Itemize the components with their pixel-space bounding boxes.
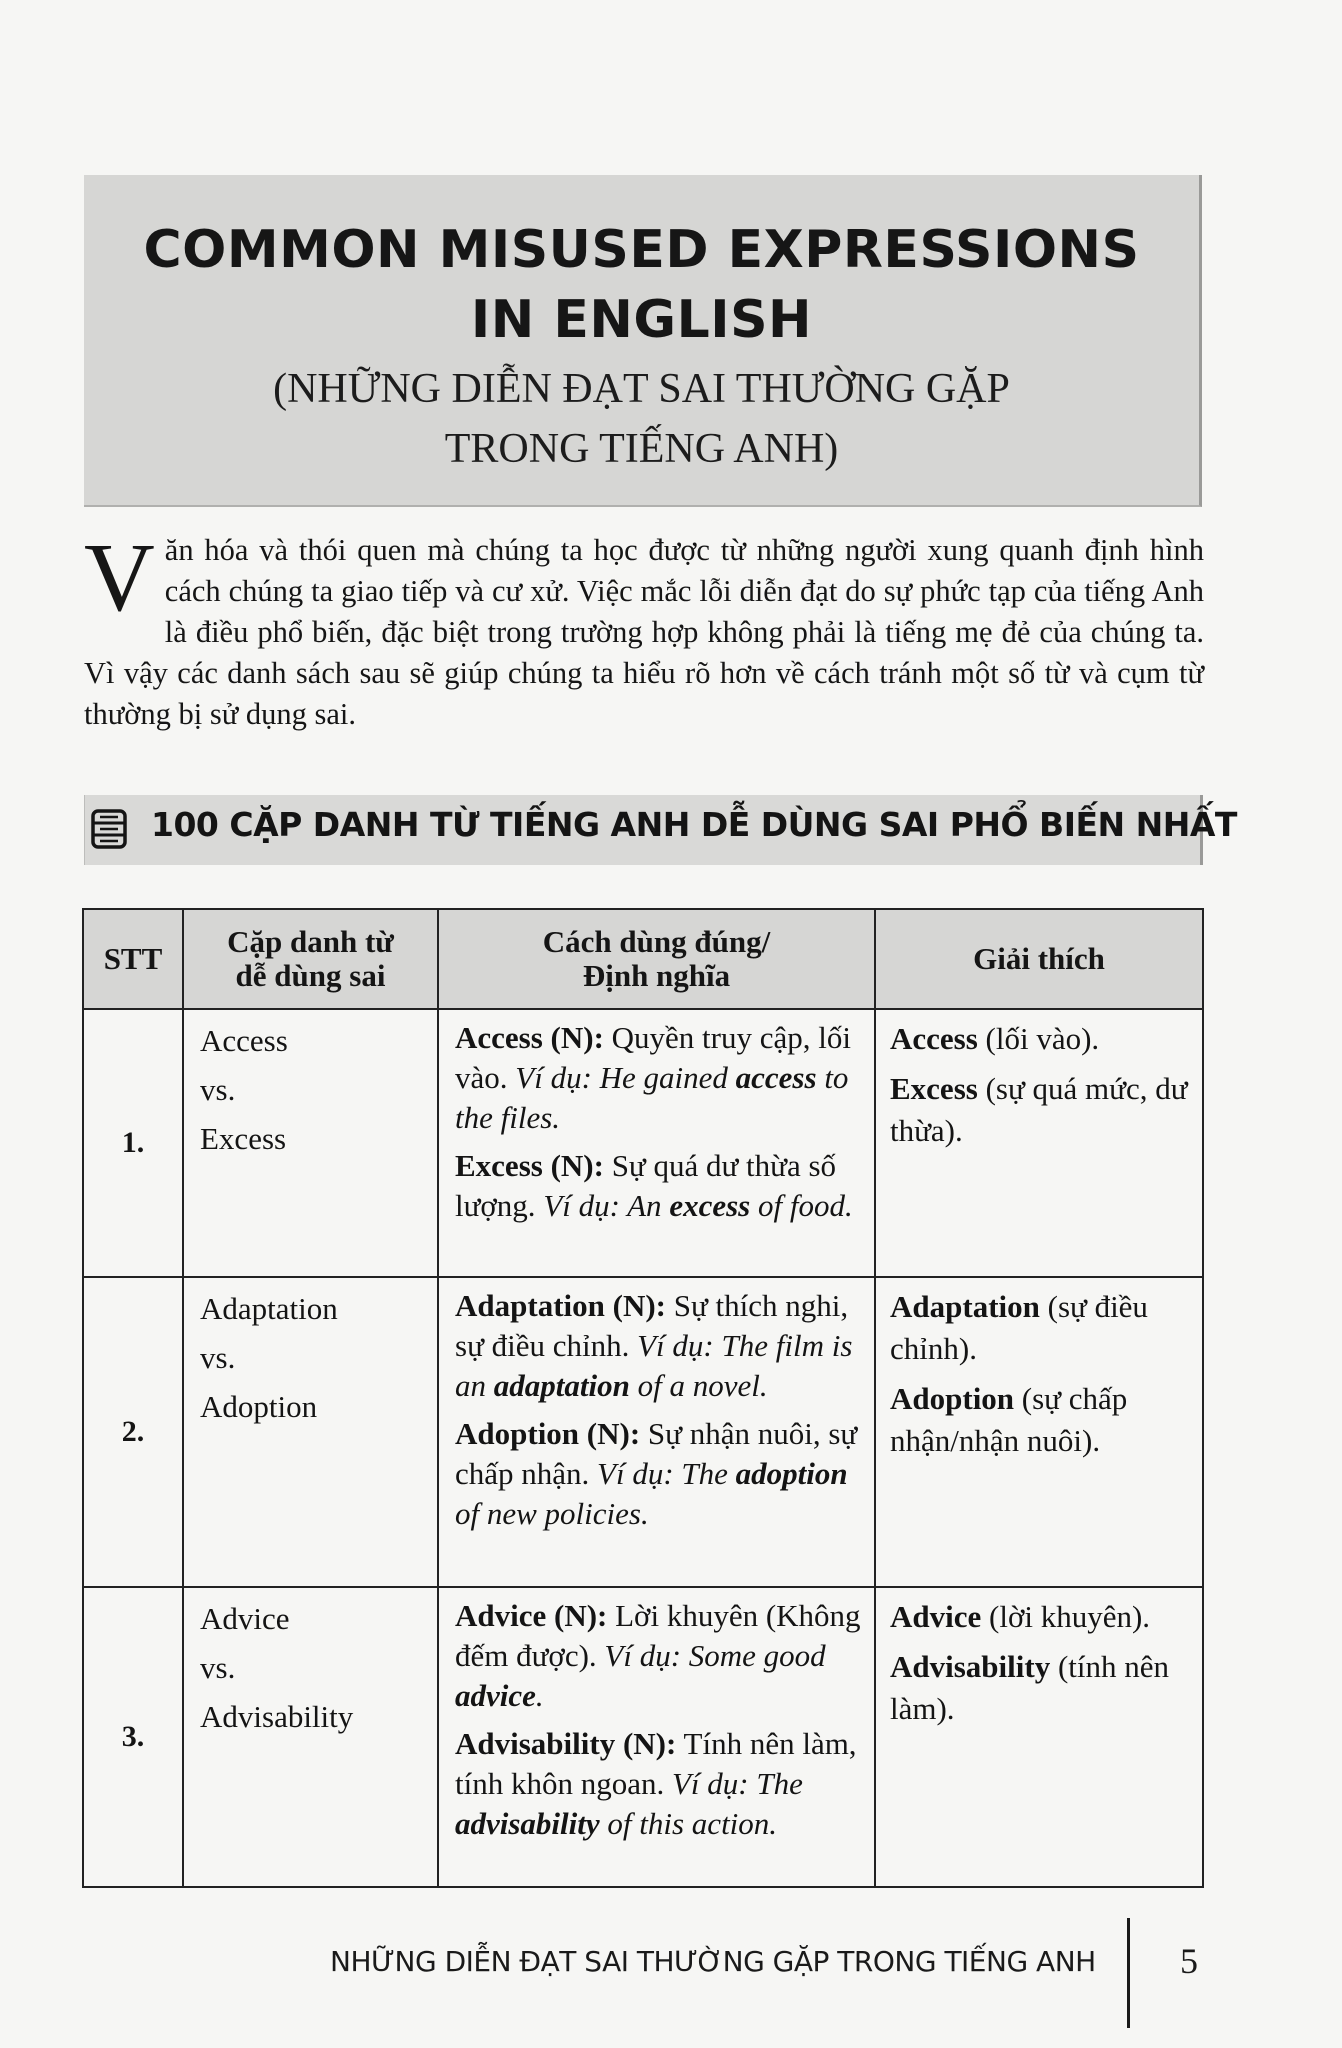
explanation-1 bbox=[890, 1286, 1192, 1370]
row-number: 1. bbox=[83, 1009, 183, 1277]
word-1: Advice bbox=[200, 1601, 290, 1636]
header-pair-line2: dễ dùng sai bbox=[235, 958, 386, 993]
table-header-row bbox=[83, 909, 1203, 1009]
example-suffix: . bbox=[535, 1678, 544, 1713]
definition-2 bbox=[455, 1146, 864, 1226]
example-keyword: adoption bbox=[735, 1456, 848, 1491]
definition-1 bbox=[455, 1596, 864, 1716]
misused-nouns-table bbox=[82, 908, 1204, 1888]
definition-term: Adaptation (N): bbox=[455, 1288, 666, 1323]
definition-cell bbox=[438, 1587, 875, 1887]
explanation-term: Advisability bbox=[890, 1649, 1051, 1684]
explanation-term: Adoption bbox=[890, 1381, 1015, 1416]
header-explain: Giải thích bbox=[875, 909, 1203, 1009]
vs-label: vs. bbox=[200, 1650, 236, 1685]
example-suffix: of this action. bbox=[599, 1806, 778, 1841]
table-row bbox=[83, 1009, 1203, 1277]
explanation-1 bbox=[890, 1018, 1192, 1060]
definition-text: Quyền truy cập, lối vào. bbox=[455, 1020, 851, 1095]
explanation-text: (tính nên làm). bbox=[890, 1649, 1170, 1726]
word-pair bbox=[183, 1009, 438, 1277]
intro-text: ăn hóa và thói quen mà chúng ta học được từ những người xung quanh định hình cách chúng ta giao tiếp và cư xử. Việc mắc lỗi diễn đạt do sự phức tạp của tiếng Anh là điều phổ biến, đặc biệt trong trường hợp không phải là tiếng mẹ đẻ của chúng ta. Vì vậy các danh sách sau sẽ giúp chúng ta hiểu rõ hơn về cách tránh một số từ và cụm từ thường bị sử dụng sai. bbox=[84, 533, 1204, 731]
vs-label: vs. bbox=[200, 1072, 236, 1107]
row-number: 2. bbox=[83, 1277, 183, 1587]
definition-cell bbox=[438, 1277, 875, 1587]
example-suffix: of new policies. bbox=[455, 1496, 649, 1531]
definition-text: Lời khuyên (Không đếm được). bbox=[455, 1598, 861, 1673]
title-english-line2: IN ENGLISH bbox=[470, 290, 813, 350]
header-stt: STT bbox=[83, 909, 183, 1009]
definition-term: Access (N): bbox=[455, 1020, 604, 1055]
definition-text: Sự thích nghi, sự điều chỉnh. bbox=[455, 1288, 849, 1363]
example-prefix: Ví dụ: The film is an bbox=[455, 1328, 853, 1403]
explanation-term: Adaptation bbox=[890, 1289, 1040, 1324]
example-prefix: Ví dụ: The bbox=[597, 1456, 736, 1491]
word-1: Access bbox=[200, 1023, 288, 1058]
explanation-2 bbox=[890, 1646, 1192, 1730]
section-title: 100 CẶP DANH TỪ TIẾNG ANH DỄ DÙNG SAI PHỔ BIẾN NHẤT bbox=[151, 805, 1237, 844]
explanation-term: Access bbox=[890, 1021, 978, 1056]
explanation-text: (sự điều chỉnh). bbox=[890, 1289, 1148, 1366]
explanation-term: Advice bbox=[890, 1599, 982, 1634]
row-number: 3. bbox=[83, 1587, 183, 1887]
example-text bbox=[543, 1188, 852, 1223]
definition-term: Excess (N): bbox=[455, 1148, 604, 1183]
header-pair bbox=[183, 909, 438, 1009]
example-keyword: access bbox=[735, 1060, 817, 1095]
example-text bbox=[455, 1060, 848, 1135]
explanation-2 bbox=[890, 1068, 1192, 1152]
example-prefix: Ví dụ: Some good bbox=[604, 1638, 826, 1673]
vs-label: vs. bbox=[200, 1340, 236, 1375]
intro-paragraph bbox=[84, 524, 1204, 735]
definition-1 bbox=[455, 1286, 864, 1406]
definition-cell bbox=[438, 1009, 875, 1277]
word-pair bbox=[183, 1277, 438, 1587]
definition-text: Sự nhận nuôi, sự chấp nhận. bbox=[455, 1416, 858, 1491]
explanation-cell bbox=[875, 1009, 1203, 1277]
definition-1 bbox=[455, 1018, 864, 1138]
page-number: 5 bbox=[1180, 1941, 1198, 1981]
explanation-text: (lối vào). bbox=[977, 1021, 1100, 1056]
explanation-text: (sự quá mức, dư thừa). bbox=[890, 1071, 1188, 1148]
definition-term: Advice (N): bbox=[455, 1598, 608, 1633]
example-keyword: advisability bbox=[455, 1806, 600, 1841]
word-pair bbox=[183, 1587, 438, 1887]
title-english-line1: COMMON MISUSED EXPRESSIONS bbox=[143, 220, 1140, 280]
section-heading bbox=[84, 795, 1237, 865]
explanation-1 bbox=[890, 1596, 1192, 1638]
example-keyword: advice bbox=[455, 1678, 536, 1713]
example-suffix: of a novel. bbox=[629, 1368, 768, 1403]
word-1: Adaptation bbox=[200, 1291, 338, 1326]
definition-2 bbox=[455, 1724, 864, 1844]
word-2: Excess bbox=[200, 1121, 287, 1156]
drop-cap: V bbox=[84, 524, 155, 632]
example-prefix: Ví dụ: He gained bbox=[515, 1060, 736, 1095]
example-keyword: adaptation bbox=[493, 1368, 630, 1403]
example-keyword: excess bbox=[669, 1188, 751, 1223]
title-vietnamese-line2: TRONG TIẾNG ANH) bbox=[444, 426, 839, 472]
footer-divider bbox=[1127, 1918, 1130, 2028]
title-banner bbox=[84, 175, 1202, 507]
definition-term: Adoption (N): bbox=[455, 1416, 641, 1451]
header-usage-line2: Định nghĩa bbox=[582, 958, 731, 993]
explanation-2 bbox=[890, 1378, 1192, 1462]
title-vietnamese-line1: (NHỮNG DIỄN ĐẠT SAI THƯỜNG GẶP bbox=[273, 366, 1010, 412]
table-row bbox=[83, 1277, 1203, 1587]
explanation-cell bbox=[875, 1587, 1203, 1887]
example-suffix: to the files. bbox=[455, 1060, 849, 1135]
definition-text: Sự quá dư thừa số lượng. bbox=[455, 1148, 837, 1223]
example-prefix: Ví dụ: The bbox=[672, 1766, 803, 1801]
running-footer: NHỮNG DIỄN ĐẠT SAI THƯỜNG GẶP TRONG TIẾNG ANH bbox=[330, 1945, 1096, 1978]
explanation-cell bbox=[875, 1277, 1203, 1587]
list-icon bbox=[91, 809, 127, 849]
explanation-term: Excess bbox=[890, 1071, 978, 1106]
definition-2 bbox=[455, 1414, 864, 1534]
definition-text: Tính nên làm, tính khôn ngoan. bbox=[455, 1726, 857, 1801]
word-2: Adoption bbox=[200, 1389, 318, 1424]
header-usage-line1: Cách dùng đúng/ bbox=[542, 924, 771, 959]
word-2: Advisability bbox=[200, 1699, 354, 1734]
example-prefix: Ví dụ: An bbox=[543, 1188, 670, 1223]
example-suffix: of food. bbox=[750, 1188, 853, 1223]
header-usage bbox=[438, 909, 875, 1009]
definition-term: Advisability (N): bbox=[455, 1726, 677, 1761]
explanation-text: (lời khuyên). bbox=[981, 1599, 1151, 1634]
explanation-text: (sự chấp nhận/nhận nuôi). bbox=[890, 1381, 1128, 1458]
header-pair-line1: Cặp danh từ bbox=[227, 924, 394, 959]
table-row bbox=[83, 1587, 1203, 1887]
